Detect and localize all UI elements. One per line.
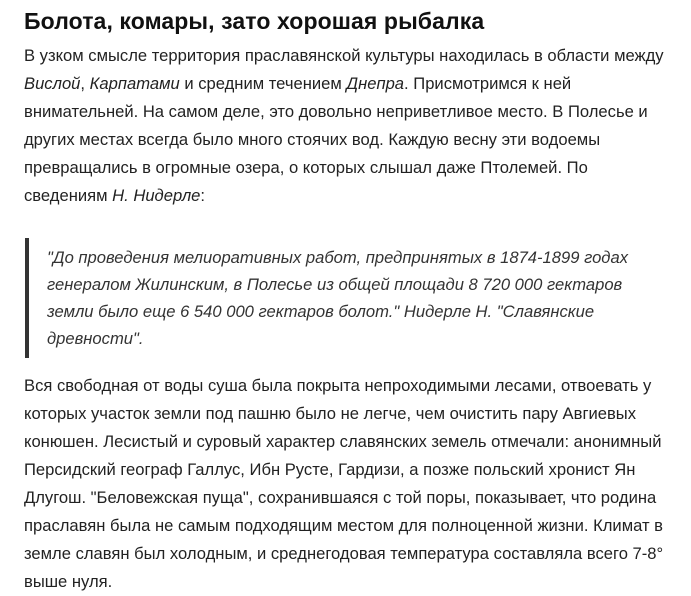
intro-text-1: В узком смысле территория праславянской культуры находилась в области между bbox=[24, 46, 664, 65]
intro-text-3: и средним течением bbox=[179, 74, 347, 93]
blockquote-niederle: "До проведения мелиоративных работ, предпринятых в 1874-1899 годах генералом Жилинским, в Полесье из общей площади 8 720 000 гектаров земли было еще 6 540 000 гектаров болот." Нидерле Н. "Славянские древности". bbox=[25, 238, 667, 358]
intro-text-2: , bbox=[80, 74, 90, 93]
link-vistula[interactable]: Вислой bbox=[24, 74, 81, 93]
article-heading: Болота, комары, зато хорошая рыбалка bbox=[24, 8, 485, 34]
body-paragraph-forests: Вся свободная от воды суша была покрыта непроходимыми лесами, отвоевать у которых участок земли под пашню было не легче, чем очистить пару Авгиевых конюшен. Лесистый и суровый характер славянских земель отмечали: анонимный Персидский географ Галлус, Ибн Русте, Гардизи, а позже польский хронист Ян Длугош. "Беловежская пуща", сохранившаяся с той поры, показывает, что родина праславян была не самым подходящим местом для полноценной жизни. Климат в земле славян был холодным, и среднегодовая температура составляла всего 7-8° выше нуля. bbox=[24, 376, 664, 591]
link-dnieper[interactable]: Днепра bbox=[346, 74, 405, 93]
link-carpathians[interactable]: Карпатами bbox=[89, 74, 180, 93]
link-niederle[interactable]: Н. Нидерле bbox=[112, 186, 201, 205]
intro-text-5: : bbox=[200, 186, 206, 205]
intro-paragraph bbox=[24, 42, 667, 210]
intro-text-4: . Присмотримся к ней внимательней. На самом деле, это довольно неприветливое место. В Полесье и других местах всегда было много стоячих вод. Каждую весну эти водоемы превращались в огромные озера, о которых слышал даже Птолемей. По сведениям bbox=[24, 74, 648, 205]
